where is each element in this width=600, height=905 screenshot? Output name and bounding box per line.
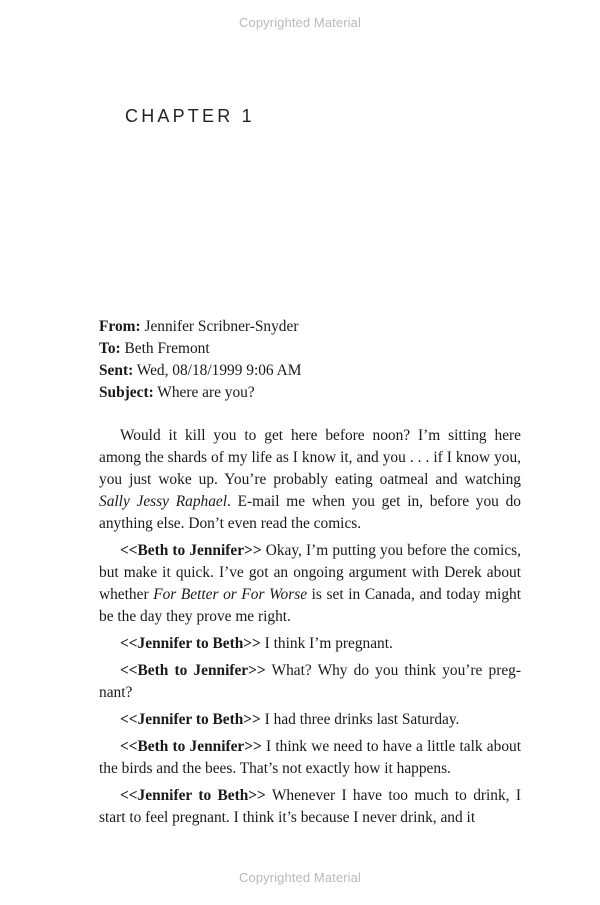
paragraph	[99, 785, 521, 829]
copyright-watermark-top: Copyrighted Material	[239, 15, 361, 30]
speaker-tag: <<Jennifer to Beth>>	[120, 635, 261, 652]
paragraph-italic: Sally Jessy Raphael	[99, 493, 228, 510]
email-header	[99, 316, 529, 404]
chapter-title: CHAPTER 1	[125, 106, 255, 126]
paragraph-text: I had three drinks last Saturday.	[260, 711, 460, 728]
copyright-watermark-bottom: Copyrighted Material	[239, 870, 361, 885]
chapter-body	[99, 425, 521, 834]
paragraph-italic: For Better or For Worse	[153, 586, 308, 603]
paragraph-text-end: is set in Canada, and today might be the day they prove me right.	[99, 586, 522, 625]
paragraph	[99, 660, 521, 704]
paragraph-text: Whenever I have too much to drink, I start to feel pregnant. I think it’s because I never drink, and it	[99, 787, 522, 826]
paragraph	[99, 709, 521, 731]
paragraph	[99, 736, 521, 780]
speaker-tag: <<Jennifer to Beth>>	[120, 787, 266, 804]
speaker-tag: <<Jennifer to Beth>>	[120, 711, 261, 728]
to-value: Beth Fremont	[124, 340, 210, 357]
paragraph-text: What? Why do you think you’re preg-nant?	[99, 662, 521, 701]
paragraph-text: I think we need to have a little talk about the birds and the bees. That’s not exactly how it happens.	[99, 738, 521, 777]
email-to-line	[99, 338, 529, 360]
sent-label: Sent:	[99, 362, 134, 379]
paragraph-text: Would it kill you to get here before noon? I’m sitting here among the shards of my life as I know it, and you . . . if I know you, you just woke up. You’re probably eating oatmeal and watching	[99, 427, 521, 488]
speaker-tag: <<Beth to Jennifer>>	[120, 738, 262, 755]
from-value: Jennifer Scribner-Snyder	[144, 318, 299, 335]
to-label: To:	[99, 340, 121, 357]
paragraph	[99, 425, 521, 535]
paragraph-text-end: . E-mail me when you get in, before you do anything else. Don’t even read the comics.	[99, 493, 522, 532]
email-from-line	[99, 316, 529, 338]
email-sent-line	[99, 360, 529, 382]
subject-value: Where are you?	[157, 384, 255, 401]
speaker-tag: <<Beth to Jennifer>>	[120, 662, 266, 679]
subject-label: Subject:	[99, 384, 154, 401]
sent-value: Wed, 08/18/1999 9:06 AM	[136, 362, 302, 379]
paragraph-text: Okay, I’m putting you before the comics, but make it quick. I’ve got an ongoing argument with Derek about whether	[99, 542, 521, 603]
from-label: From:	[99, 318, 141, 335]
paragraph	[99, 540, 521, 628]
email-subject-line	[99, 382, 529, 404]
paragraph	[99, 633, 521, 655]
speaker-tag: <<Beth to Jennifer>>	[120, 542, 262, 559]
paragraph-text: I think I’m pregnant.	[260, 635, 393, 652]
